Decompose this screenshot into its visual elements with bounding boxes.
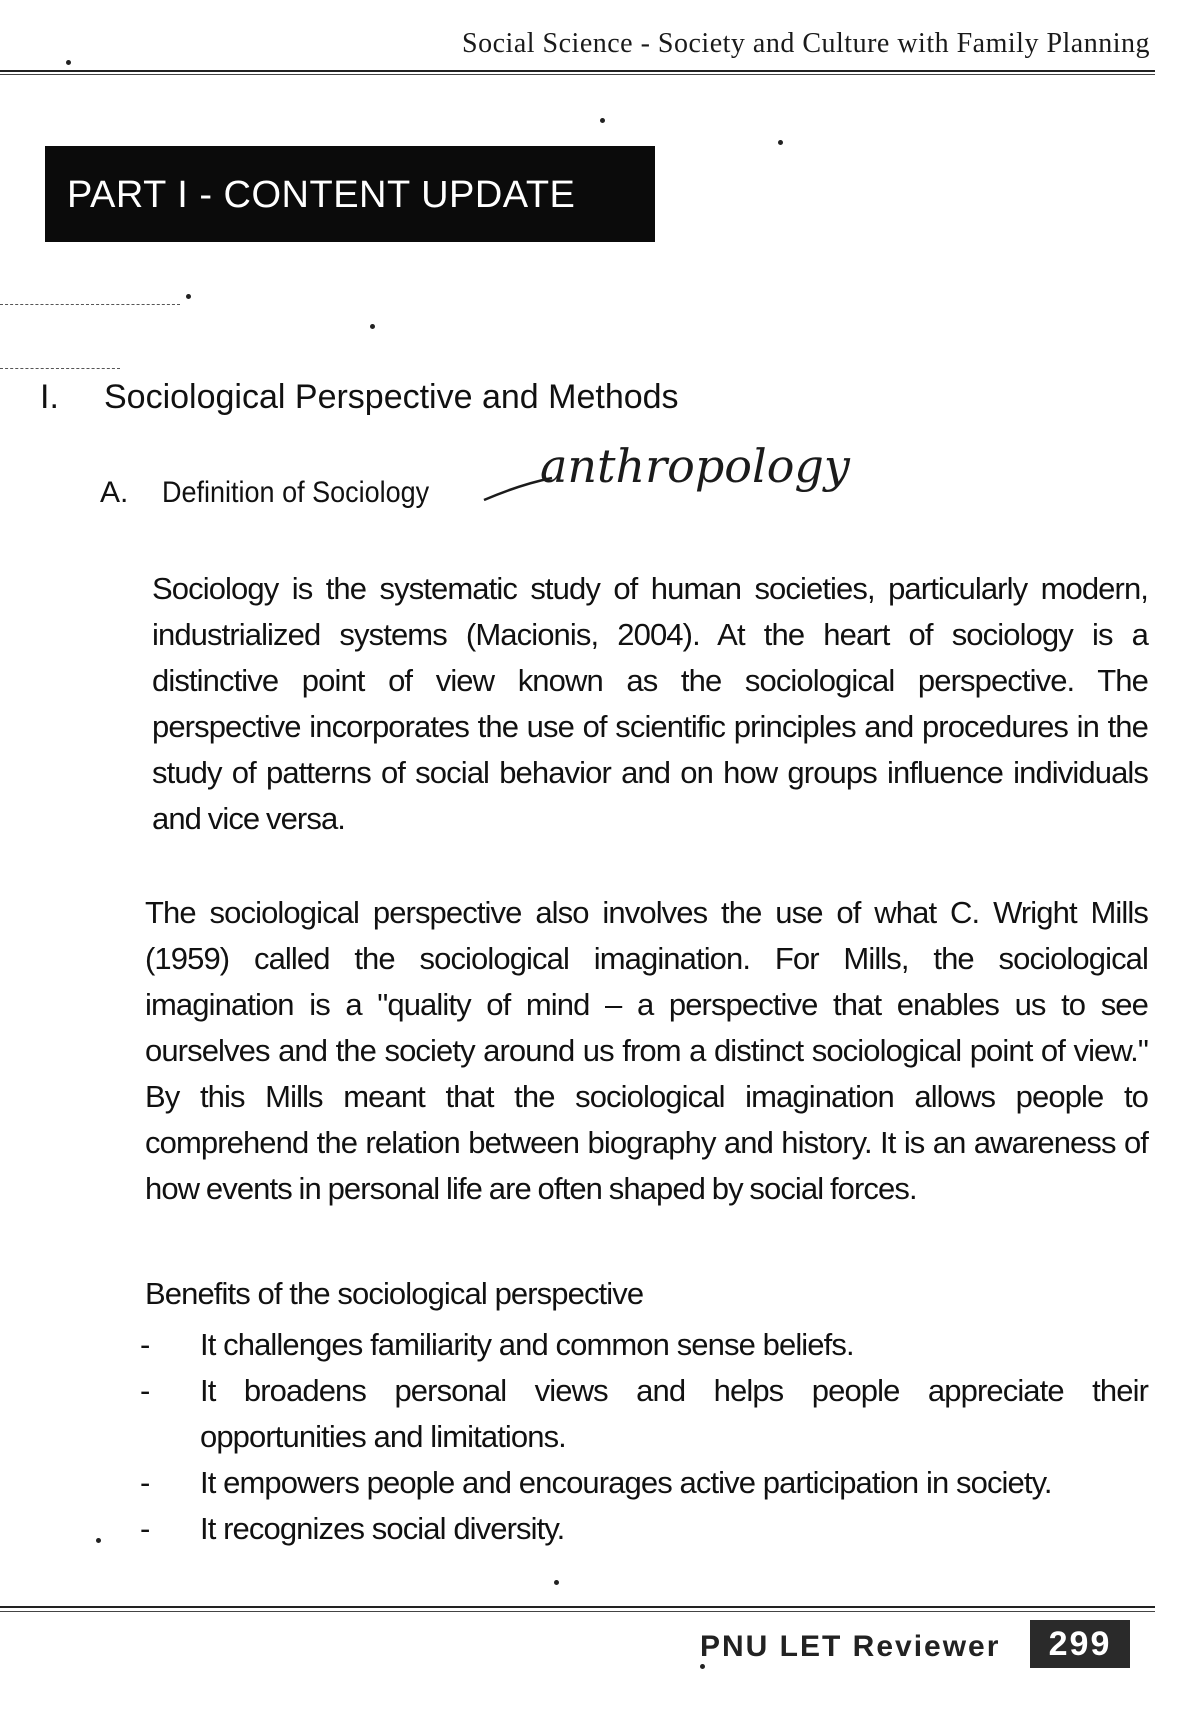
list-item-text: It empowers people and encourages active participation in society. <box>200 1465 1052 1500</box>
page-number: 299 <box>1030 1620 1130 1668</box>
scan-speck <box>186 294 191 299</box>
subsection-letter: A. <box>100 476 129 509</box>
running-header: Social Science - Society and Culture with Family Planning <box>462 28 1150 59</box>
header-rule <box>0 70 1155 72</box>
separator-dash <box>0 304 180 305</box>
scan-speck <box>600 118 605 123</box>
benefits-heading: Benefits of the sociological perspective <box>145 1276 644 1311</box>
benefits-list <box>140 1322 1148 1552</box>
list-item <box>140 1368 1148 1460</box>
list-item <box>140 1322 1148 1368</box>
handwritten-note: anthropology <box>540 439 850 493</box>
scan-speck <box>370 324 375 329</box>
scan-speck <box>66 60 71 65</box>
part-banner <box>45 146 655 242</box>
header-rule-secondary <box>0 74 1155 75</box>
scan-speck <box>554 1580 559 1585</box>
bullet-dash: - <box>140 1511 150 1546</box>
footer-rule <box>0 1606 1155 1608</box>
bullet-dash: - <box>140 1327 150 1362</box>
separator-dash-2 <box>0 368 120 369</box>
bullet-dash: - <box>140 1465 150 1500</box>
list-item <box>140 1506 1148 1552</box>
list-item-text: It challenges familiarity and common sense beliefs. <box>200 1327 854 1362</box>
section-title: Sociological Perspective and Methods <box>104 378 679 416</box>
part-banner-label: PART I - CONTENT UPDATE <box>67 174 576 216</box>
bullet-dash: - <box>140 1373 150 1408</box>
section-number: I. <box>40 378 59 416</box>
footer-rule-secondary <box>0 1611 1155 1612</box>
paragraph-sociological-imagination: The sociological perspective also involves the use of what C. Wright Mills (1959) called the sociological imagination. For Mills, the sociological imagination is a "quality of mind – a perspective that enables us to see ourselves and the society around us from a distinct sociological point of view." By this Mills meant that the sociological imagination allows people to comprehend the relation between biography and history. It is an awareness of how events in personal life are often shaped by social forces. <box>145 895 1148 1206</box>
scan-speck <box>778 140 783 145</box>
subsection-title: Definition of Sociology <box>162 476 430 509</box>
footer-label: PNU LET Reviewer <box>700 1630 1001 1663</box>
list-item <box>140 1460 1148 1506</box>
paragraph-definition: Sociology is the systematic study of human societies, particularly modern, industrialized systems (Macionis, 2004). At the heart of sociology is a distinctive point of view known as the sociological perspective. The perspective incorporates the use of scientific principles and procedures in the study of patterns of social behavior and on how groups influence individuals and vice versa. <box>152 571 1148 836</box>
list-item-text: It recognizes social diversity. <box>200 1511 565 1546</box>
scan-speck <box>96 1538 101 1543</box>
handwritten-annotation <box>482 430 932 530</box>
scan-speck <box>700 1664 705 1669</box>
list-item-text: It broadens personal views and helps people appreciate their opportunities and limitations. <box>200 1373 1148 1454</box>
